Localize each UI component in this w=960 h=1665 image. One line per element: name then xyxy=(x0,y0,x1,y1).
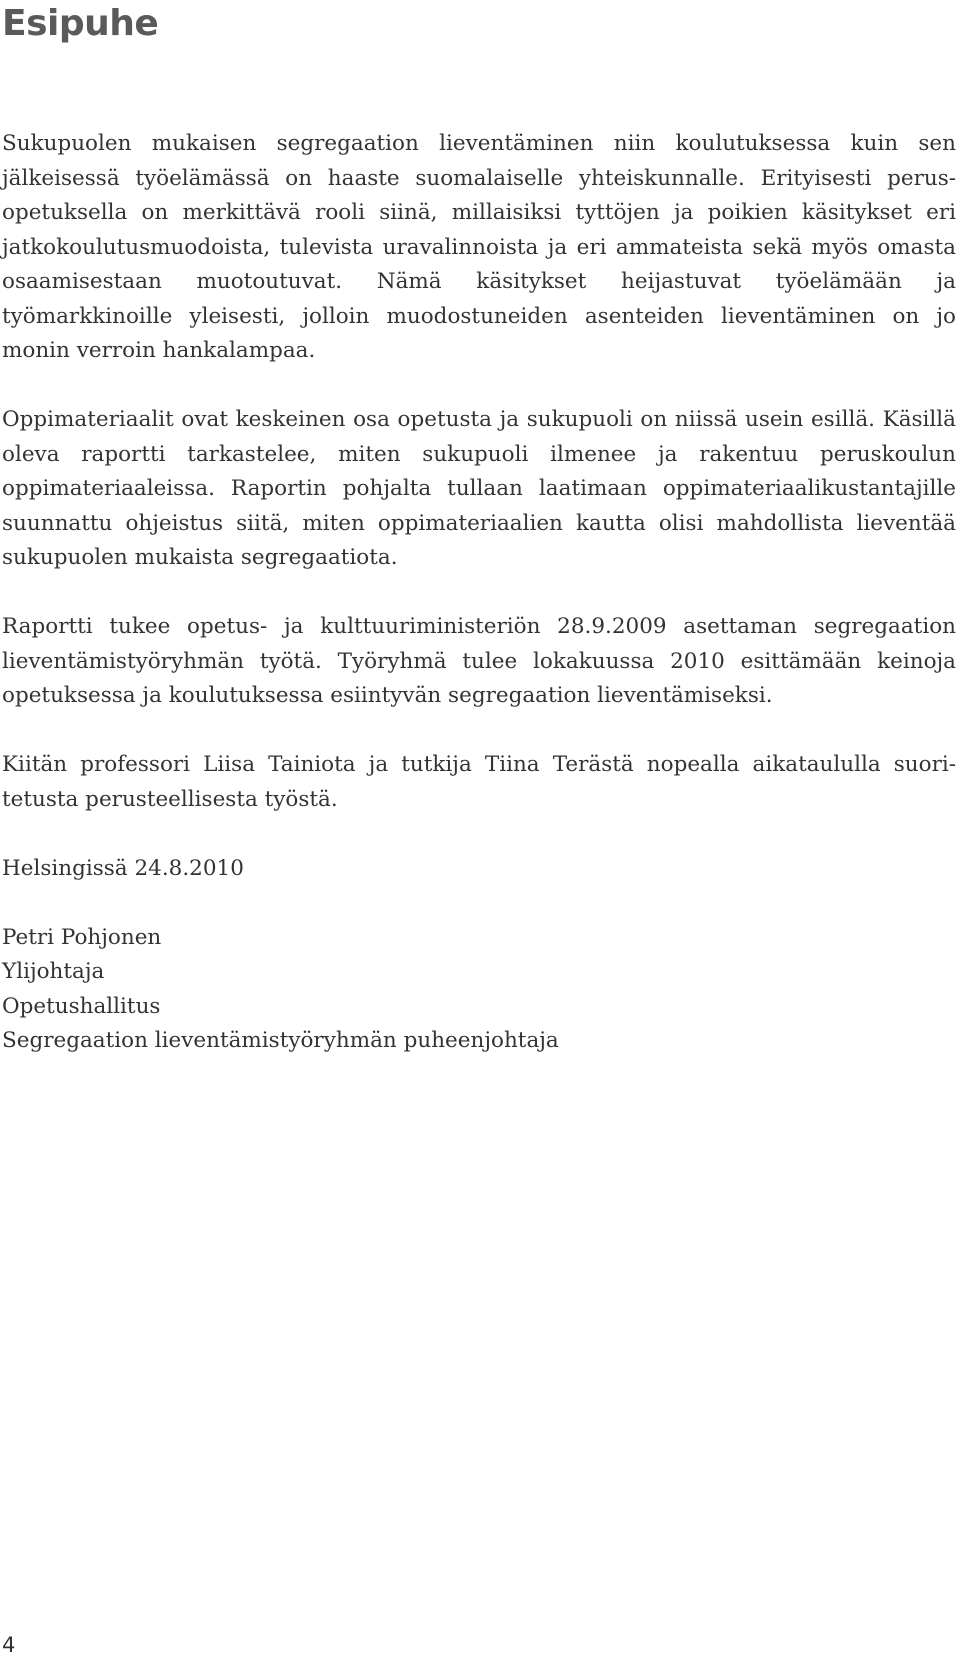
paragraph-intro: Sukupuolen mukaisen segregaation lieventäminen niin koulutuksessa kuin sen jälkeisessä työelämässä on haaste suomalaiselle yhteiskunnalle. Erityisesti perusopetuksella on merkittävä rooli siinä, millaisiksi tyttöjen ja poikien käsitykset eri jatkokoulutusmuodoista, tulevista uravalinnoista ja eri ammateista sekä myös omasta osaamisestaan muotoutuvat. Nämä käsitykset heijastuvat työelämään ja työmarkkinoille yleisesti, jolloin muodostuneiden asenteiden lieventäminen on jo monin verroin hankalampaa. xyxy=(2,131,956,363)
paragraph-thanks: Kiitän professori Liisa Tainiota ja tutkija Tiina Terästä nopealla aikataululla suoritetusta perusteellisesta työstä. xyxy=(2,752,956,812)
place-date-text: Helsingissä 24.8.2010 xyxy=(2,855,244,881)
paragraph-materials: Oppimateriaalit ovat keskeinen osa opetusta ja sukupuoli on niissä usein esillä. Käsillä oleva raportti tarkastelee, miten sukupuoli ilmenee ja rakentuu peruskoulun oppimateriaaleissa. Raportin pohjalta tullaan laatimaan oppimateriaalikustantajille suunnattu ohjeistus siitä, miten oppimateriaalien kautta olisi mahdollista lieventää sukupuolen mukaista segregaatiota. xyxy=(2,407,956,570)
document-body xyxy=(2,127,956,1093)
page-number: 4 xyxy=(2,1633,16,1657)
signatory-organization: Opetushallitus xyxy=(2,993,161,1019)
place-date xyxy=(2,852,956,887)
signatory-role: Ylijohtaja xyxy=(2,959,105,984)
signatory-name: Petri Pohjonen xyxy=(2,924,162,950)
page-title: Esipuhe xyxy=(2,3,159,44)
paragraph-report-support: Raportti tukee opetus- ja kulttuuriministeriön 28.9.2009 asettaman segregaation lieventämistyöryhmän työtä. Työryhmä tulee lokakuussa 2010 esittämään keinoja opetuksessa ja koulutuksessa esiintyvän segregaation lieventämiseksi. xyxy=(2,614,956,708)
signature-block xyxy=(2,921,956,1059)
signatory-position: Segregaation lieventämistyöryhmän puheenjohtaja xyxy=(2,1028,559,1053)
